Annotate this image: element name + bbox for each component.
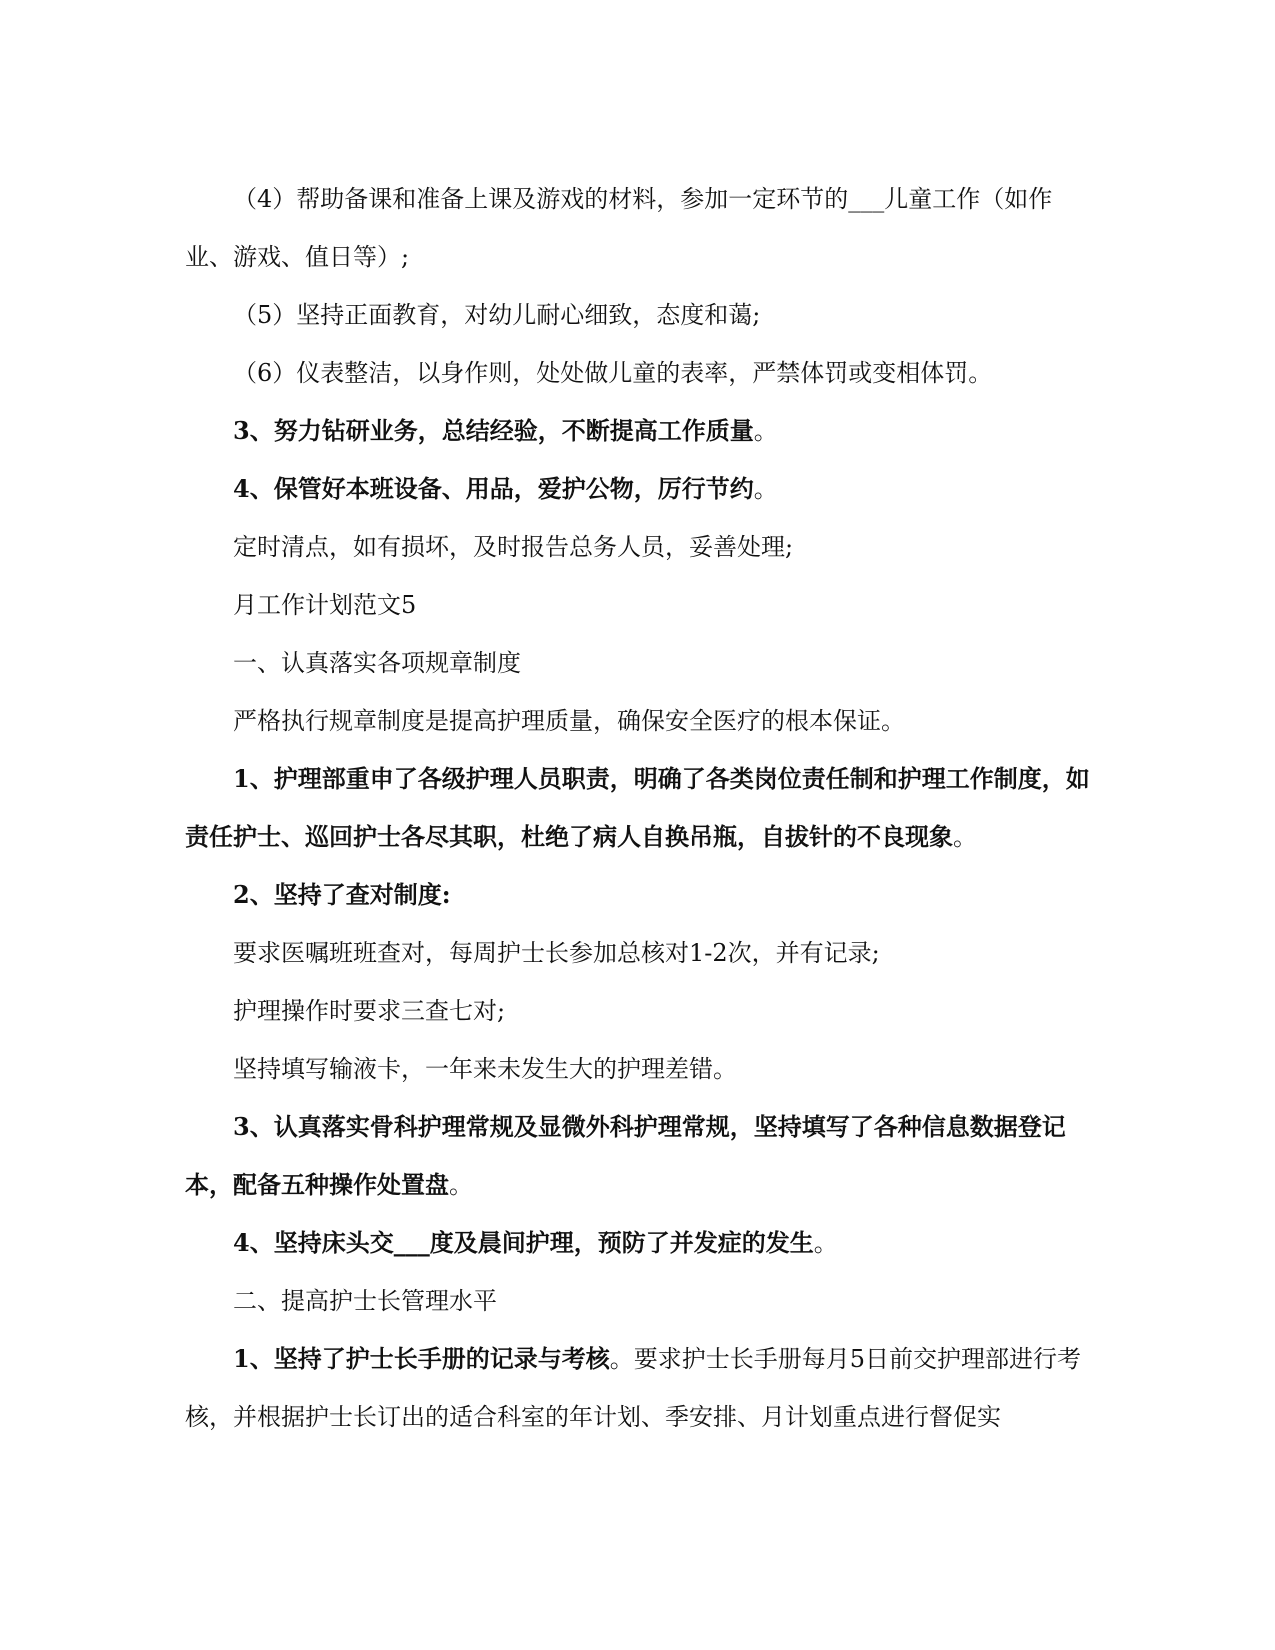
paragraph [185,750,1090,866]
paragraph-bold-text: 1、护理部重申了各级护理人员职责，明确了各类岗位责任制和护理工作制度，如责任护士、巡回护士各尽其职，杜绝了病人自换吊瓶，自拔针的不良现象 [185,764,1090,851]
paragraph [185,460,1090,518]
paragraph [185,344,1090,402]
paragraph [185,692,1090,750]
paragraph-bold-text: 4、保管好本班设备、用品，爱护公物，厉行节约 [233,474,754,503]
paragraph-text: 严格执行规章制度是提高护理质量，确保安全医疗的根本保证。 [233,707,905,735]
paragraph-text: 定时清点，如有损坏，及时报告总务人员，妥善处理; [233,533,794,561]
paragraph [185,1330,1090,1446]
paragraph [185,924,1090,982]
paragraph [185,866,1090,924]
paragraph-text: 。 [753,417,778,445]
paragraph-bold-text: 1、坚持了护士长手册的记录与考核 [233,1344,610,1373]
paragraph-bold-text: 4、坚持床头交___度及晨间护理，预防了并发症的发生 [233,1228,814,1257]
section-heading [185,1272,1090,1330]
paragraph-text: 二、提高护士长管理水平 [233,1287,497,1315]
paragraph [185,286,1090,344]
paragraph-text: 。 [753,475,778,503]
paragraph [185,170,1090,286]
paragraph-text: 护理操作时要求三查七对; [233,997,506,1025]
paragraph-text: 。 [953,823,977,851]
paragraph-text: 。 [449,1171,473,1199]
paragraph-text: 。 [813,1229,838,1257]
paragraph-text: （6）仪表整洁，以身作则，处处做儿童的表率，严禁体罚或变相体罚。 [233,359,993,387]
paragraph [185,518,1090,576]
paragraph [185,1040,1090,1098]
paragraph [185,402,1090,460]
paragraph-bold-text: 3、努力钻研业务，总结经验，不断提高工作质量 [233,416,754,445]
paragraph [185,1098,1090,1214]
paragraph-text: 月工作计划范文5 [233,591,417,619]
paragraph-text: （5）坚持正面教育，对幼儿耐心细致，态度和蔼; [233,301,761,329]
paragraph-text: 坚持填写输液卡，一年来未发生大的护理差错。 [233,1055,737,1083]
paragraph-text: 要求医嘱班班查对，每周护士长参加总核对1-2次，并有记录; [233,939,880,967]
paragraph-bold-text: 3、认真落实骨科护理常规及显微外科护理常规，坚持填写了各种信息数据登记本，配备五种操作处置盘 [185,1112,1066,1199]
paragraph-text: 一、认真落实各项规章制度 [233,649,521,677]
paragraph [185,982,1090,1040]
document-body [185,170,1090,1446]
paragraph-text: （4）帮助备课和准备上课及游戏的材料，参加一定环节的___儿童工作（如作业、游戏、值日等）; [185,185,1053,271]
paragraph-bold-text: 2、坚持了查对制度: [233,880,451,909]
paragraph [185,1214,1090,1272]
section-heading [185,634,1090,692]
paragraph-text: 。要求护士长手册每月5日前交护理部进行考核，并根据护士长订出的适合科室的年计划、季安排、月计划重点进行督促实 [185,1345,1081,1431]
section-subtitle [185,576,1090,634]
